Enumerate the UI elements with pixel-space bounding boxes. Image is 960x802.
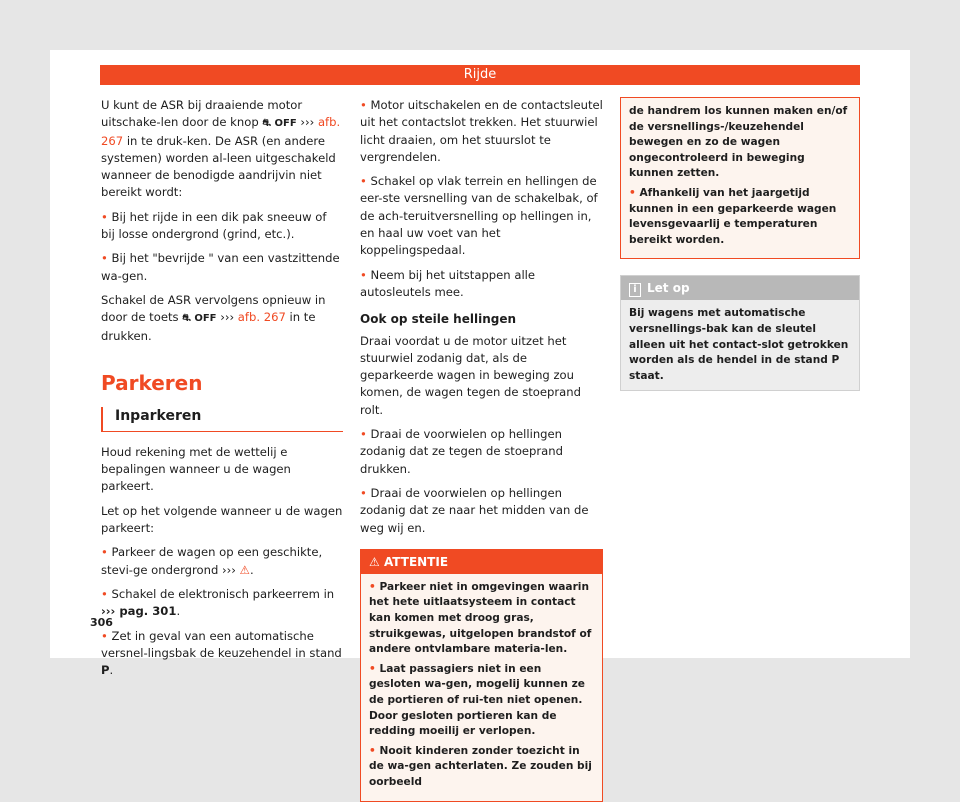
list-item: • Nooit kinderen zonder toezicht in de wa-gen achterlaten. Ze zouden bij oorbeeld	[369, 744, 592, 788]
bullet-icon: •	[629, 186, 640, 199]
paragraph: de handrem los kunnen maken en/of de versnellings-/keuzehendel bewegen en zo de wagen ongecontroleerd in beweging kunnen zetten.	[629, 105, 848, 180]
bullet-icon: •	[369, 580, 380, 593]
list-item: • Afhankelij van het jaargetijd kunnen in een geparkeerde wagen levensgevaarlij e temperaturen bereikt worden.	[629, 186, 837, 246]
list-item: • Laat passagiers niet in een gesloten wa-gen, mogelij kunnen ze de portieren of rui-ten niet openen. Door gesloten portieren kan de redding moeilij er verlopen.	[369, 662, 585, 738]
warning-box	[360, 549, 603, 802]
list-item: • Neem bij het uitstappen alle autosleutels mee.	[360, 267, 536, 299]
subheading-slopes: Ook op steile hellingen	[360, 312, 517, 327]
warning-icon[interactable]: ⚠	[239, 562, 251, 577]
asr-off-button-icon: ⛐ OFF	[262, 118, 297, 130]
column-left	[101, 97, 343, 686]
list-item: • Parkeer niet in omgevingen waarin het hete uitlaatsysteem in contact kan komen met droog gras, struikgewas, uitgelopen brandstof of andere ontvlambare materia-len.	[369, 580, 592, 656]
list-item: • Draai de voorwielen op hellingen zodanig dat ze tegen de stoeprand drukken.	[360, 427, 563, 476]
list-item: • Schakel de elektronisch parkeerrem in ››› pag. 301.	[101, 586, 335, 619]
list-item: • Zet in geval van een automatische versnel-lingsbak de keuzehendel in stand P.	[101, 628, 342, 678]
note-box	[620, 275, 860, 391]
column-middle	[360, 97, 603, 802]
bullet-icon: •	[360, 174, 371, 189]
paragraph-asr-off: U kunt de ASR bij draaiende motor uitschake-len door de knop ⛐ OFF ››› afb. 267 in te druk-ken. De ASR (en andere systemen) worden al-leen uitgeschakeld wanneer de benodigde aandrijvin niet bereikt wordt:	[101, 98, 341, 200]
manual-page	[50, 50, 910, 788]
asr-off-button-icon: ⛐ OFF	[182, 313, 217, 325]
paragraph: Let op het volgende wanneer u de wagen parkeert:	[101, 503, 343, 536]
list-item: • Schakel op vlak terrein en hellingen de eer-ste versnelling van de schakelbak, of de ach-teruitversnelling op hellingen in, en haal uw voet van het koppelingspedaal.	[360, 174, 598, 258]
bullet-icon: •	[101, 251, 112, 266]
bullet-icon: •	[360, 485, 371, 500]
warning-body	[361, 574, 602, 801]
paragraph: Draai voordat u de motor uitzet het stuurwiel zodanig dat, als de geparkeerde wagen in beweging zou komen, de wagen tegen de stoeprand rolt.	[360, 333, 581, 417]
subsection-title: Inparkeren	[101, 407, 343, 432]
paragraph: Houd rekening met de wettelij e bepalingen wanneer u de wagen parkeert.	[101, 444, 291, 494]
section-title: Parkeren	[101, 370, 203, 395]
note-header: i Let op	[621, 276, 859, 300]
bullet-icon: •	[101, 628, 112, 643]
list-item: • Bij het rijde in een dik pak sneeuw of bij losse ondergrond (grind, etc.).	[101, 209, 327, 242]
page-number: 306	[90, 616, 113, 629]
page-link[interactable]: ››› pag. 301	[101, 604, 177, 619]
bullet-icon: •	[101, 209, 112, 224]
figure-link[interactable]: afb. 267	[101, 115, 341, 148]
bullet-icon: •	[360, 267, 371, 282]
figure-link[interactable]: afb. 267	[237, 310, 286, 325]
paragraph-asr-on: Schakel de ASR vervolgens opnieuw in door de toets ⛐ OFF ››› afb. 267 in te drukken.	[101, 292, 326, 343]
warning-continuation-box	[620, 97, 860, 259]
column-right	[620, 97, 860, 391]
note-body: Bij wagens met automatische versnellings-bak kan de sleutel alleen uit het contact-slot getrokken worden als de hendel in de stand P staat.	[629, 307, 849, 382]
info-icon: i	[629, 283, 641, 297]
warning-triangle-icon: ⚠	[369, 554, 384, 569]
bullet-icon: •	[101, 586, 112, 601]
list-item: • Parkeer de wagen op een geschikte, stevi-ge ondergrond ››› ⚠.	[101, 545, 323, 577]
list-item: • Bij het "bevrijde " van een vastzittende wa-gen.	[101, 251, 340, 283]
bullet-icon: •	[369, 662, 380, 675]
bullet-icon: •	[360, 98, 371, 112]
bullet-icon: •	[360, 427, 371, 442]
warning-header: ⚠ ATTENTIE	[361, 550, 602, 574]
list-item: • Draai de voorwielen op hellingen zodanig dat ze naar het midden van de weg wij en.	[360, 485, 589, 535]
bullet-icon: •	[101, 545, 112, 560]
bullet-icon: •	[369, 744, 380, 757]
page-header: Rijde	[100, 65, 860, 85]
list-item: • Motor uitschakelen en de contactsleutel uit het contactslot trekken. Het stuurwiel licht draaien, om het stuurslot te vergrendelen.	[360, 98, 603, 164]
